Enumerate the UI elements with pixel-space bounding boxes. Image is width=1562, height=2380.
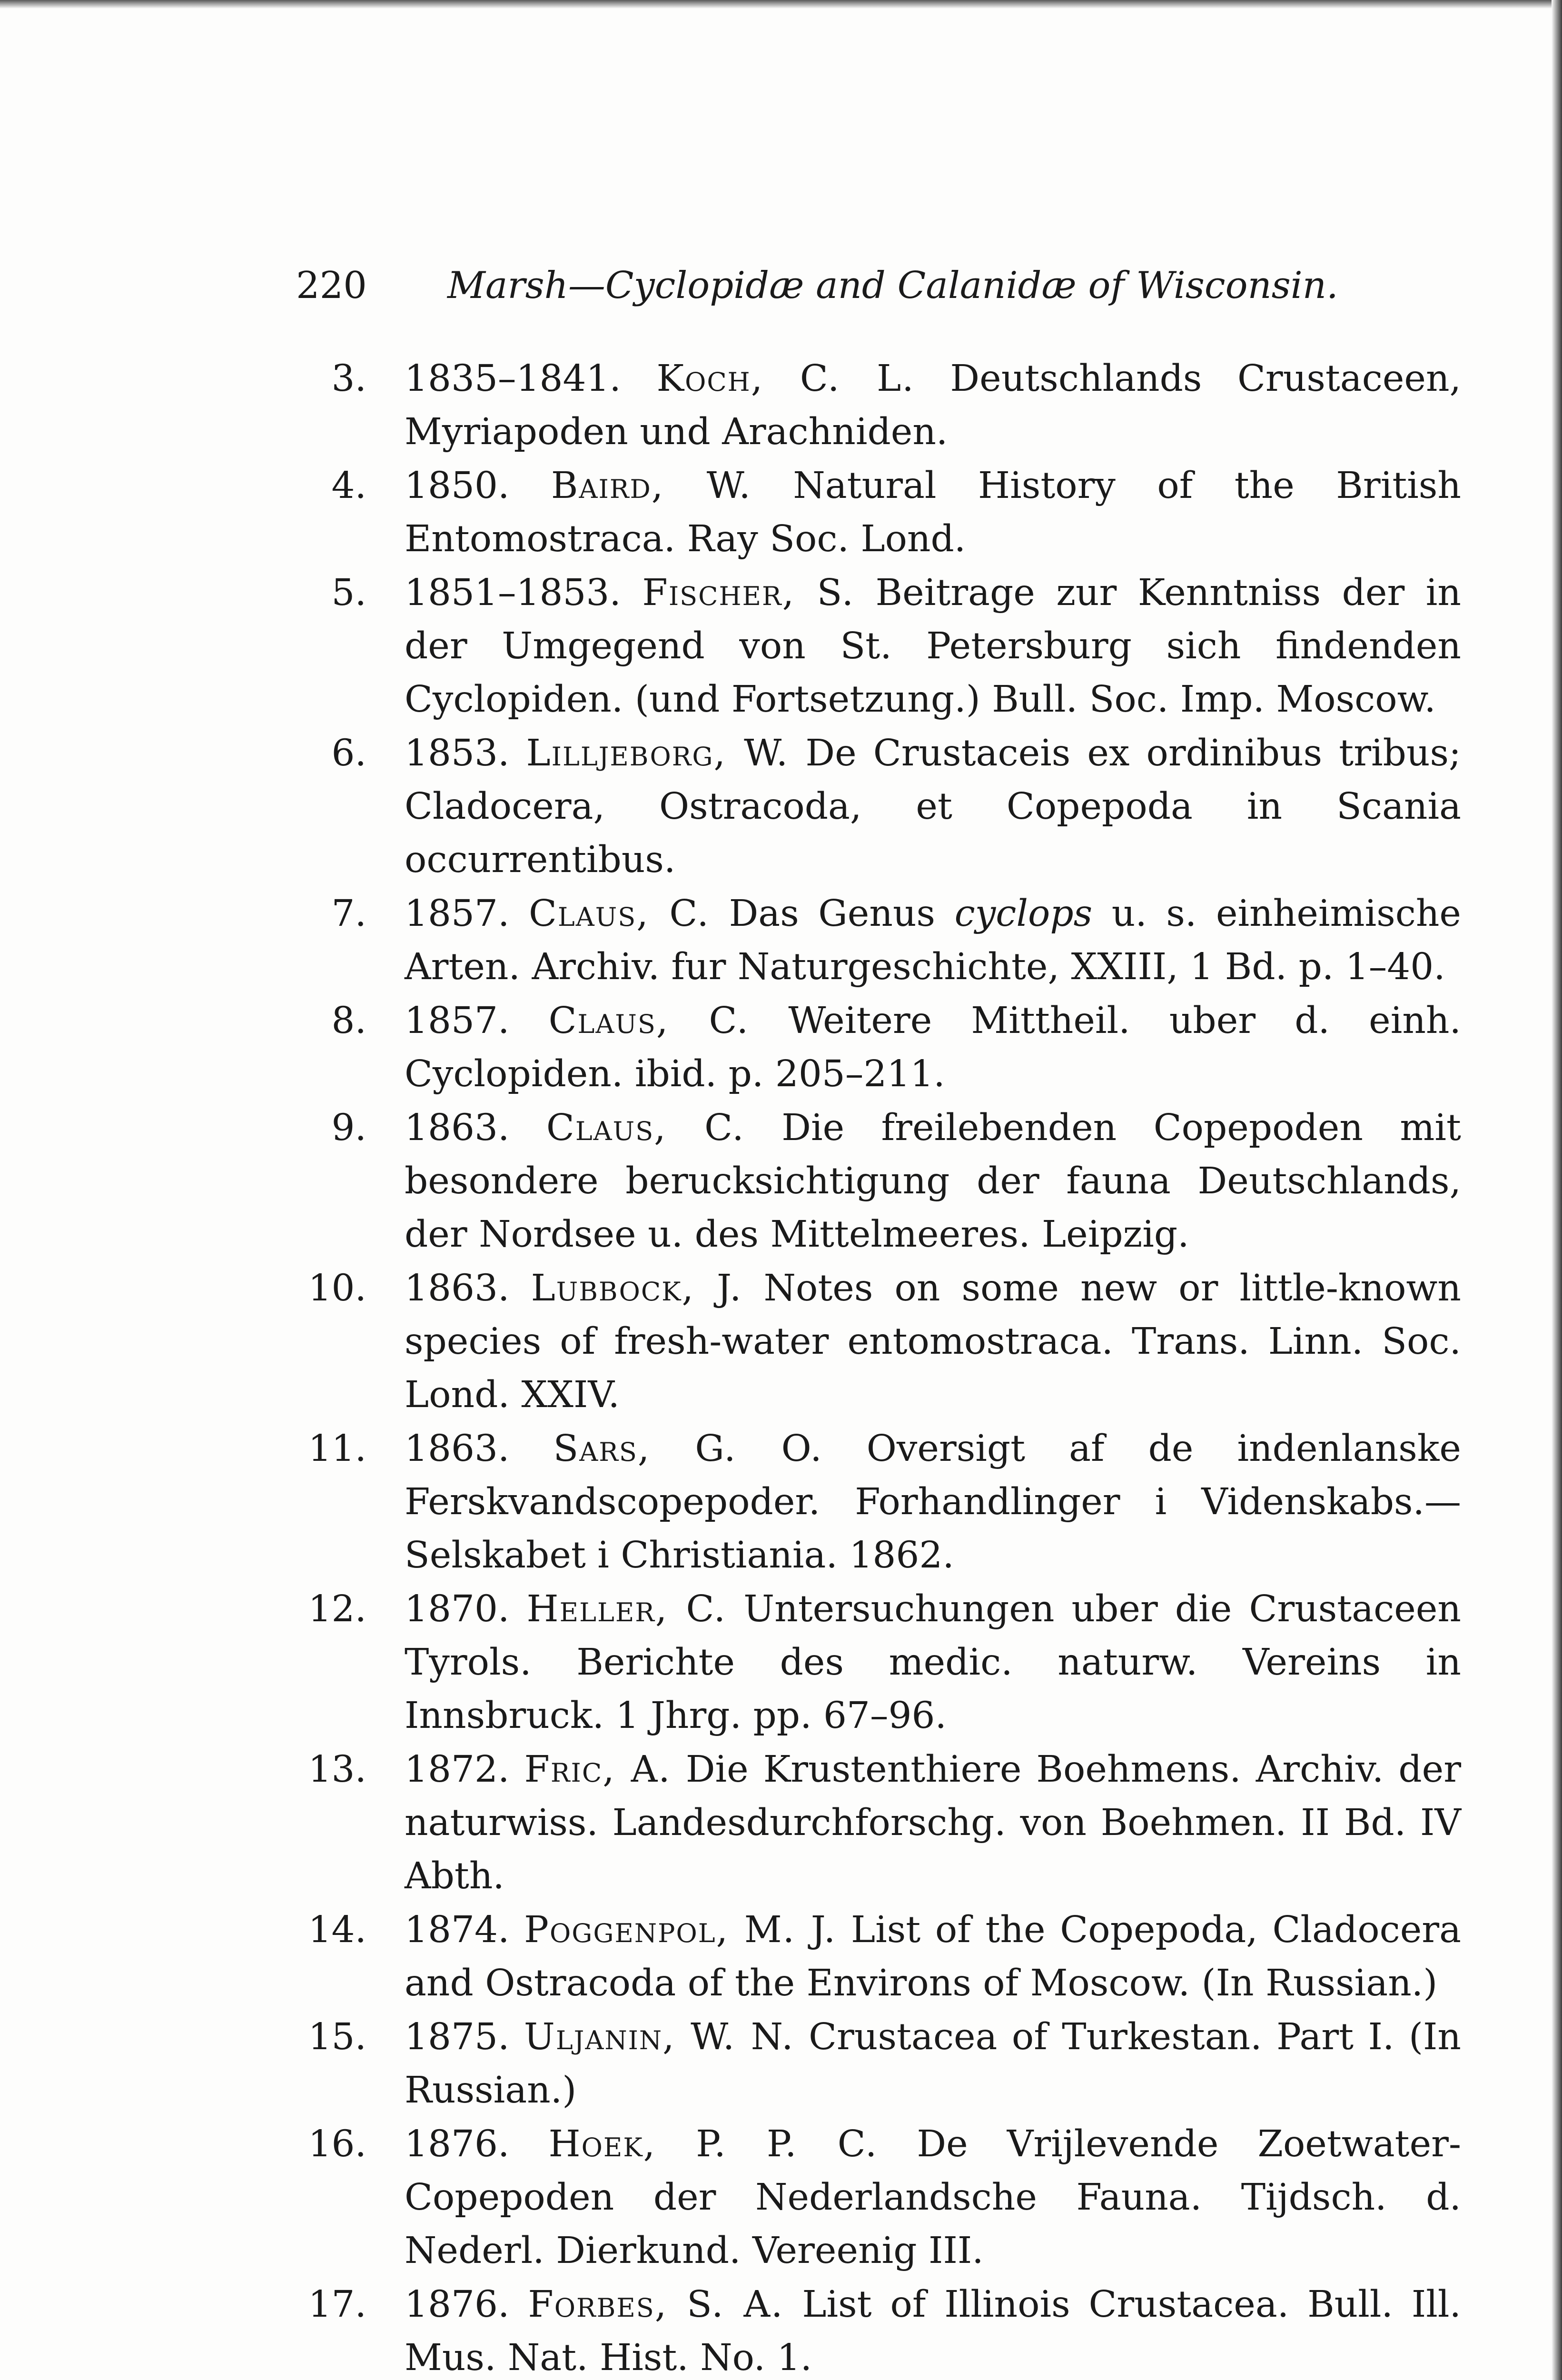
reference-item [290, 2011, 1461, 2117]
reference-number: 8. [331, 1000, 366, 1042]
reference-author: Baird, W. [551, 465, 751, 507]
reference-author: Fischer, S. [642, 572, 855, 614]
reference-year: 1863. [405, 1267, 510, 1309]
reference-year: 1876. [405, 2123, 510, 2165]
page-right-edge-shadow [1552, 0, 1562, 2380]
reference-title-part: Das Genus [729, 892, 936, 935]
reference-text [405, 887, 1461, 994]
reference-year: 1857. [405, 892, 510, 935]
reference-title: Weitere Mittheil. uber d. einh. Cyclopiden. ibid. p. 205–211. [405, 1000, 1461, 1095]
reference-title: List of Illinois Crustacea. Bull. Ill. Mus. Nat. Hist. No. 1. [405, 2283, 1461, 2379]
reference-year: 1863. [405, 1428, 510, 1470]
reference-text [405, 2278, 1461, 2380]
reference-year: 1870. [405, 1588, 510, 1630]
reference-author: Koch, C. L. [656, 357, 915, 400]
reference-year: 1853. [405, 732, 510, 774]
reference-number: 5. [331, 572, 366, 614]
reference-text [405, 1583, 1461, 1743]
reference-text [405, 727, 1461, 887]
reference-text [405, 566, 1461, 726]
reference-item [290, 727, 1461, 887]
reference-text [405, 994, 1461, 1101]
reference-number: 7. [331, 892, 366, 935]
reference-text [405, 1904, 1461, 2010]
reference-text [405, 1262, 1461, 1422]
reference-number: 14. [308, 1909, 366, 1951]
reference-text [405, 1422, 1461, 1582]
reference-author: Claus, C. [529, 892, 710, 935]
reference-author: Poggenpol, M. J. [524, 1909, 837, 1951]
reference-author: Fric, A. [524, 1748, 671, 1791]
reference-author: Sars, G. O. [553, 1428, 823, 1470]
reference-text [405, 1743, 1461, 1903]
reference-number: 6. [331, 732, 366, 774]
reference-title: List of the Copepoda, Cladocera and Ostracoda of the Environs of Moscow. (In Russian.) [405, 1909, 1461, 2004]
reference-year: 1851–1853. [405, 572, 621, 614]
reference-item [290, 887, 1461, 994]
reference-list [290, 352, 1461, 2380]
reference-number: 10. [308, 1267, 366, 1309]
reference-item [290, 1583, 1461, 1743]
reference-item [290, 994, 1461, 1101]
reference-year: 1875. [405, 2016, 510, 2058]
reference-title: Crustacea of Turkestan. Part I. (In Russian.) [405, 2016, 1461, 2112]
reference-year: 1863. [405, 1107, 510, 1149]
reference-title: Untersuchungen uber die Crustaceen Tyrols. Berichte des medic. naturw. Vereins in Innsbruck. 1 Jhrg. pp. 67–96. [405, 1588, 1461, 1737]
reference-item [290, 1422, 1461, 1582]
reference-item [290, 459, 1461, 566]
reference-number: 9. [331, 1107, 366, 1149]
reference-title: Die Krustenthiere Boehmens. Archiv. der naturwiss. Landesdurchforschg. von Boehmen. II Bd. IV Abth. [405, 1748, 1461, 1897]
reference-number: 13. [308, 1748, 366, 1791]
reference-item [290, 352, 1461, 459]
page-top-edge-shadow [0, 0, 1562, 9]
reference-title: Deutschlands Crustaceen, Myriapoden und Arachniden. [405, 357, 1462, 453]
reference-author: Heller, C. [526, 1588, 727, 1630]
reference-item [290, 1904, 1461, 2010]
reference-author: Claus, C. [548, 1000, 750, 1042]
reference-item [290, 1743, 1461, 1903]
reference-year: 1835–1841. [405, 357, 621, 400]
reference-author: Claus, C. [546, 1107, 745, 1149]
reference-item [290, 2278, 1461, 2380]
reference-number: 12. [308, 1588, 366, 1630]
reference-title: Oversigt af de indenlanske Ferskvandscopepoder. Forhandlinger i Videnskabs.—Selskabet i Christiania. 1862. [405, 1428, 1461, 1577]
reference-title: De Crustaceis ex ordinibus tribus; Cladocera, Ostracoda, et Copepoda in Scania occurrentibus. [405, 732, 1461, 881]
reference-item [290, 566, 1461, 726]
reference-item [290, 1262, 1461, 1422]
reference-text [405, 459, 1461, 566]
reference-number: 11. [308, 1428, 366, 1470]
reference-number: 15. [308, 2016, 366, 2058]
reference-title: Die freilebenden Copepoden mit besondere berucksichtigung der fauna Deutschlands, der Nordsee u. des Mittelmeeres. Leipzig. [405, 1107, 1461, 1256]
reference-author: Forbes, S. A. [528, 2283, 784, 2326]
reference-title: De Vrijlevende Zoetwater-Copepoden der Nederlandsche Fauna. Tijdsch. d. Nederl. Dierkund. Vereenig III. [405, 2123, 1461, 2272]
reference-title: Beitrage zur Kenntniss der in der Umgegend von St. Petersburg sich findenden Cyclopiden. (und Fortsetzung.) Bull. Soc. Imp. Moscow. [405, 572, 1461, 721]
reference-text [405, 352, 1461, 459]
reference-text [405, 2011, 1461, 2117]
reference-year: 1876. [405, 2283, 510, 2326]
page-header [290, 259, 1461, 312]
reference-text [405, 1101, 1461, 1261]
reference-title: Natural History of the British Entomostraca. Ray Soc. Lond. [405, 465, 1461, 560]
reference-number: 17. [308, 2283, 366, 2326]
reference-author: Uljanin, W. N. [524, 2016, 794, 2058]
page-number: 220 [296, 264, 367, 307]
reference-title-part: u. s. einheimische Arten. Archiv. fur Naturgeschichte, XXIII, 1 Bd. p. 1–40. [405, 892, 1461, 988]
reference-year: 1872. [405, 1748, 510, 1791]
reference-italic-term: cyclops [954, 892, 1093, 935]
reference-item [290, 2118, 1461, 2278]
reference-number: 16. [308, 2123, 366, 2165]
reference-item [290, 1101, 1461, 1261]
reference-author: Lilljeborg, W. [526, 732, 789, 774]
reference-text [405, 2118, 1461, 2278]
reference-title: Notes on some new or little-known species of fresh-water entomostraca. Trans. Linn. Soc. Lond. XXIV. [405, 1267, 1462, 1416]
reference-year: 1874. [405, 1909, 510, 1951]
reference-year: 1850. [405, 465, 510, 507]
reference-number: 4. [331, 465, 366, 507]
reference-author: Hoek, P. P. C. [548, 2123, 878, 2165]
reference-year: 1857. [405, 1000, 510, 1042]
running-title: Marsh—Cyclopidæ and Calanidæ of Wisconsin. [447, 264, 1338, 307]
reference-number: 3. [331, 357, 366, 400]
reference-author: Lubbock, J. [531, 1267, 742, 1309]
